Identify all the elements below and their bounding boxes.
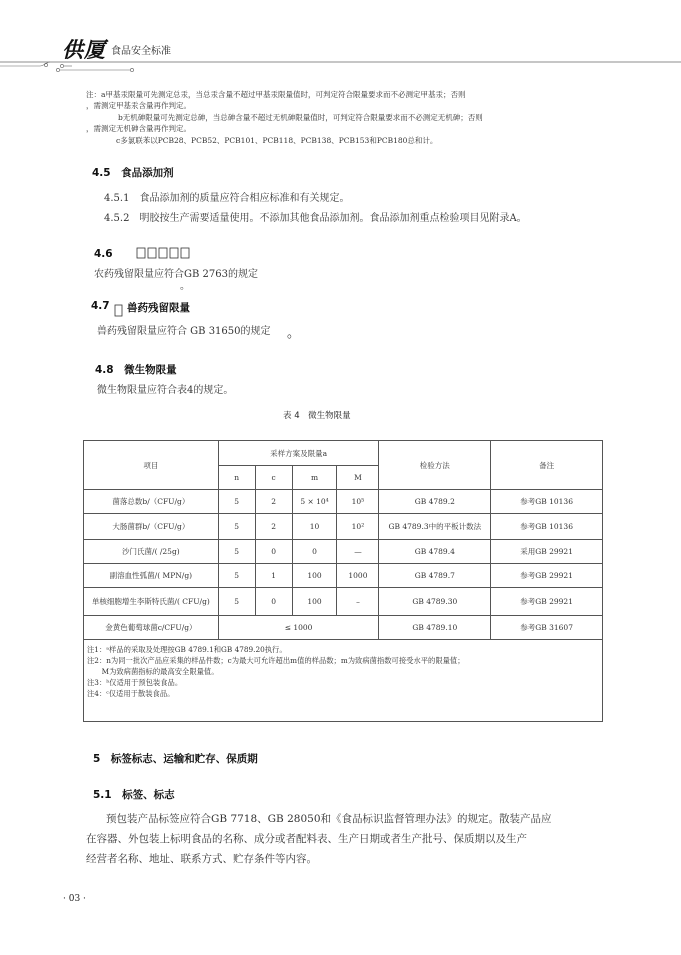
table-note-4: 注4：ᶜ仅适用于散装食品。 <box>87 689 175 698</box>
section-4-6-period: 。 <box>180 281 190 292</box>
header-method: 检验方法 <box>379 441 491 490</box>
cell-method: GB 4789.30 <box>379 588 491 616</box>
cell-c: 1 <box>255 564 292 588</box>
header-sampling-plan: 采样方案及限量a <box>218 441 379 466</box>
cell-item: 菌落总数b/（CFU/g） <box>84 490 219 514</box>
note-b-line2: ，需测定无机砷含量再作判定。 <box>86 124 191 133</box>
section-4-5-heading: 4.5 食品添加剂 <box>92 167 174 179</box>
page-number: · 03 · <box>63 894 86 904</box>
section-4-6-text: 农药残留限量应符合GB 2763的规定 <box>94 269 258 280</box>
table-note-3: 注3：ᵇ仅适用于预包装食品。 <box>87 678 183 687</box>
section-5-1-heading: 5.1 标签、标志 <box>93 789 175 801</box>
cell-limit: ≤ 1000 <box>218 616 379 640</box>
cell-remark: 采用GB 29921 <box>491 540 603 564</box>
header-remark: 备注 <box>491 441 603 490</box>
note-a-line2: ，需测定甲基汞含量再作判定。 <box>86 101 191 110</box>
table-4-caption: 表 4 微生物限量 <box>283 411 351 421</box>
section-4-7-title: 兽药残留限量 <box>127 302 190 314</box>
table-row <box>84 564 603 588</box>
cell-remark: 参考GB 29921 <box>491 588 603 616</box>
cell-method: GB 4789.2 <box>379 490 491 514</box>
standard-title: 食品安全标准 <box>111 46 171 57</box>
cell-remark: 参考GB 10136 <box>491 490 603 514</box>
logo: 供厦 <box>62 37 106 62</box>
cell-m: 5 × 10⁴ <box>292 490 337 514</box>
cell-method: GB 4789.3中的平板计数法 <box>379 514 491 540</box>
section-4-7-text: 兽药残留限量应符合 GB 31650的规定 <box>97 326 271 337</box>
table-notes <box>84 640 603 722</box>
cell-m: 100 <box>292 564 337 588</box>
cell-item: 大肠菌群b/（CFU/g） <box>84 514 219 540</box>
header-c: c <box>255 466 292 490</box>
cell-m: 10 <box>292 514 337 540</box>
header-decoration <box>0 52 681 82</box>
section-4-7-period: 。 <box>287 326 301 341</box>
cell-c: 0 <box>255 540 292 564</box>
cell-item: 沙门氏菌/( /25g) <box>84 540 219 564</box>
section-4-6-heading: 4.6 <box>94 248 176 260</box>
cell-remark: 参考GB 10136 <box>491 514 603 540</box>
cell-M: 1000 <box>337 564 379 588</box>
header-M: M <box>337 466 379 490</box>
cell-n: 5 <box>218 588 255 616</box>
cell-n: 5 <box>218 490 255 514</box>
cell-method: GB 4789.4 <box>379 540 491 564</box>
section-5-heading: 5 标签标志、运输和贮存、保质期 <box>93 753 258 765</box>
note-c: c多氯联苯以PCB28、PCB52、PCB101、PCB118、PCB138、PCB153和PCB180总和计。 <box>116 136 438 145</box>
missing-glyphs <box>136 247 192 259</box>
section-4-7-number: 4.7 <box>91 300 110 312</box>
table-note-1: 注1：ᵃ样品的采取及处理按GB 4789.1和GB 4789.20执行。 <box>87 645 287 654</box>
section-4-5-2: 4.5.2 明胶按生产需要适量使用。不添加其他食品添加剂。食品添加剂重点检验项目见附录A。 <box>104 213 527 224</box>
cell-c: 2 <box>255 514 292 540</box>
section-5-1-line2: 在容器、外包装上标明食品的名称、成分或者配料表、生产日期或者生产批号、保质期以及生产 <box>86 833 527 845</box>
cell-M: — <box>337 540 379 564</box>
note-b-line1: b无机砷限量可先测定总砷，当总砷含量不超过无机砷限量值时，可判定符合限量要求而不必测定无机砷；否则 <box>118 113 483 122</box>
section-4-8-heading: 4.8 微生物限量 <box>95 364 177 376</box>
header-n: n <box>218 466 255 490</box>
table-row <box>84 490 603 514</box>
cell-n: 5 <box>218 514 255 540</box>
cell-remark: 参考GB 31607 <box>491 616 603 640</box>
table-note-2-cont: M为致病菌指标的最高安全限量值。 <box>87 667 219 676</box>
cell-n: 5 <box>218 564 255 588</box>
section-4-5-1: 4.5.1 食品添加剂的质量应符合相应标准和有关规定。 <box>104 193 350 204</box>
cell-c: 0 <box>255 588 292 616</box>
table-note-2: 注2：n为同一批次产品应采集的样品件数；c为最大可允许超出m值的样品数；m为致病菌指数可接受水平的限量值； <box>87 656 465 665</box>
table-row <box>84 514 603 540</box>
microbial-limits-table <box>83 440 603 722</box>
cell-item: 金黄色葡萄球菌c/CFU/g） <box>84 616 219 640</box>
cell-item: 副溶血性弧菌/( MPN/g) <box>84 564 219 588</box>
cell-M: 10⁵ <box>337 490 379 514</box>
header-item: 项目 <box>84 441 219 490</box>
cell-m: 0 <box>292 540 337 564</box>
table-row <box>84 588 603 616</box>
cell-remark: 参考GB 29921 <box>491 564 603 588</box>
cell-c: 2 <box>255 490 292 514</box>
cell-M: 10² <box>337 514 379 540</box>
section-5-1-line1: 预包装产品标签应符合GB 7718、GB 28050和《食品标识监督管理办法》的规定。散装产品应 <box>106 813 552 825</box>
header-m: m <box>292 466 337 490</box>
cell-M: – <box>337 588 379 616</box>
missing-glyph <box>114 304 124 318</box>
cell-item: 单核细胞增生李斯特氏菌/( CFU/g) <box>84 588 219 616</box>
section-5-1-line3: 经营者名称、地址、联系方式、贮存条件等内容。 <box>86 853 317 865</box>
cell-n: 5 <box>218 540 255 564</box>
table-row <box>84 616 603 640</box>
cell-method: GB 4789.10 <box>379 616 491 640</box>
section-4-8-text: 微生物限量应符合表4的规定。 <box>97 385 234 396</box>
cell-method: GB 4789.7 <box>379 564 491 588</box>
note-a-line1: 注：a甲基汞限量可先测定总汞，当总汞含量不超过甲基汞限量值时，可判定符合限量要求而不必测定甲基汞；否则 <box>86 90 466 99</box>
table-row <box>84 540 603 564</box>
cell-m: 100 <box>292 588 337 616</box>
